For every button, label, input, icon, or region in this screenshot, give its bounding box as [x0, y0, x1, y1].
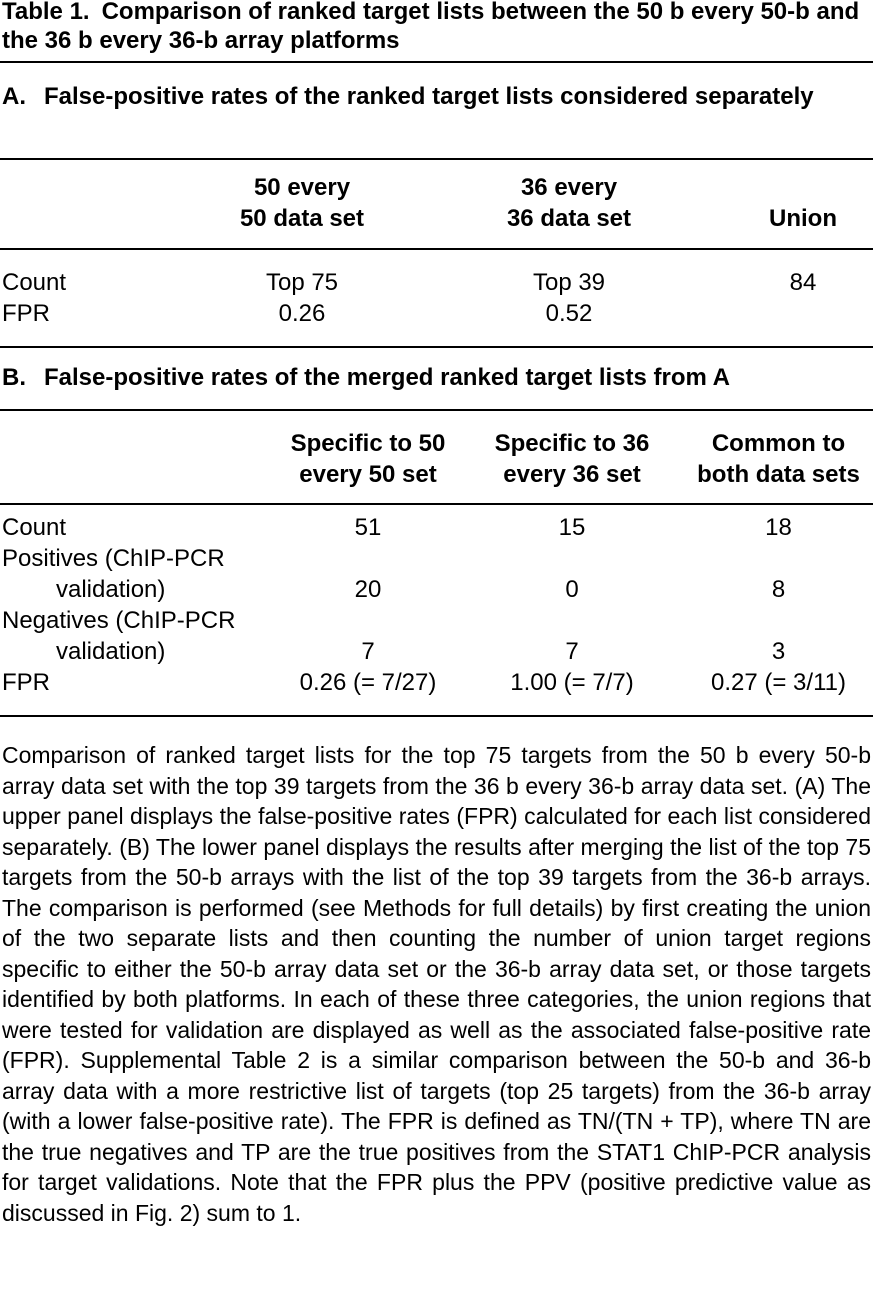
panel-b-cell: 15	[558, 514, 586, 541]
panel-a-row-label-count: Count	[2, 269, 67, 296]
panel-b-cell: 7	[565, 638, 579, 665]
panel-a-col-header-2	[466, 172, 672, 234]
panel-b-cell: 0.27 (= 3/11)	[711, 669, 846, 696]
panel-a-cell: 84	[789, 269, 817, 296]
panel-b-col-header-3-line2: both data sets	[697, 461, 860, 488]
panel-b-col-header-1-line2: every 50 set	[299, 461, 437, 488]
panel-b-label: B.	[2, 364, 26, 391]
panel-b-heading	[2, 363, 870, 393]
panel-b-cell: 7	[361, 638, 375, 665]
panel-a-col-header-1	[200, 172, 404, 234]
table-caption: Comparison of ranked target lists for the top 75 targets from the 50 b every 50-b array data set with the top 39 targets from the 36 b every 36-b array data set. (A) The upper panel displays the false-positive rates (FPR) calculated for each list considered separately. (B) The lower panel displays the results after merging the list of the top 75 targets from the 50-b arrays with the list of the top 39 targets from the 36-b arrays. The comparison is performed (see Methods for full details) by first creating the union of the two separate lists and then counting the number of union target regions specific to either the 50-b array data set or the 36-b array data set, or those targets identified by both platforms. In each of these three categories, the union regions that were tested for validation are displayed as well as the associated false-positive rate (FPR). Supplemental Table 2 is a similar comparison between the 50-b and 36-b array data with a more restrictive list of targets (top 25 targets) from the 36-b array (with a lower false-positive rate). The FPR is defined as TN/(TN + TP), where TN are the true negatives and TP are the true positives from the STAT1 ChIP-PCR analysis for target validations. Note that the FPR plus the PPV (positive predictive value as discussed in Fig. 2) sum to 1.	[2, 742, 871, 1226]
panel-a-col-header-2-line2: 36 data set	[506, 205, 632, 232]
panel-b-heading-text: False-positive rates of the merged ranked target lists from A	[44, 364, 730, 391]
table-title-text: Comparison of ranked target lists between the 50 b every 50-b and the 36 b every 36-b array platforms	[2, 0, 860, 54]
panel-b-row-label-positives-cont: validation)	[56, 576, 166, 603]
panel-b-cell: 8	[771, 576, 786, 603]
panel-a-col-header-2-line1: 36 every	[520, 174, 618, 201]
title-rule	[0, 61, 873, 63]
table-title	[2, 0, 870, 55]
panel-b-row-label-fpr: FPR	[2, 669, 50, 696]
panel-a-label: A.	[2, 83, 26, 110]
panel-a-cell: 0.52	[545, 300, 593, 327]
panel-b-row-label-negatives-cont: validation)	[56, 638, 166, 665]
panel-a-top-rule	[0, 158, 873, 160]
panel-b-cell: 20	[354, 576, 382, 603]
panel-b-col-header-3	[684, 428, 873, 490]
panel-b-col-header-2-line2: every 36 set	[503, 461, 641, 488]
panel-a-col-header-3-line2: Union	[769, 205, 837, 232]
panel-a-cell: Top 75	[265, 269, 339, 296]
panel-b-col-header-3-line1: Common to	[711, 430, 846, 457]
panel-b-cell: 0.26 (= 7/27)	[299, 669, 437, 696]
panel-a-bottom-rule	[0, 346, 873, 348]
panel-a-heading-text: False-positive rates of the ranked target lists considered separately	[44, 83, 814, 110]
panel-a-heading	[2, 82, 870, 112]
panel-a-col-header-3-line1	[733, 172, 873, 203]
panel-b-bottom-rule	[0, 715, 873, 717]
panel-b-col-header-2-line1: Specific to 36	[494, 430, 650, 457]
panel-b-row-label-negatives: Negatives (ChIP-PCR	[2, 607, 236, 634]
panel-a-row-label-fpr: FPR	[2, 300, 50, 327]
panel-a-cell: Top 39	[532, 269, 606, 296]
panel-a-col-header-1-line2: 50 data set	[239, 205, 365, 232]
panel-a-col-header-3	[733, 172, 873, 234]
panel-a-col-header-1-line1: 50 every	[253, 174, 351, 201]
panel-b-cell: 3	[771, 638, 786, 665]
panel-b-col-header-1	[270, 428, 466, 490]
panel-b-row-label-count: Count	[2, 514, 67, 541]
panel-a-header-rule	[0, 248, 873, 250]
panel-b-col-header-1-line1: Specific to 50	[290, 430, 446, 457]
panel-b-top-rule	[0, 409, 873, 411]
panel-b-cell: 18	[765, 514, 792, 541]
panel-b-cell: 1.00 (= 7/7)	[510, 669, 634, 696]
panel-b-header-rule	[0, 503, 873, 505]
panel-b-cell: 0	[565, 576, 579, 603]
table-label: Table 1.	[2, 0, 90, 25]
panel-b-cell: 51	[354, 514, 382, 541]
panel-a-cell: 0.26	[278, 300, 326, 327]
panel-b-col-header-2	[474, 428, 670, 490]
panel-b-row-label-positives: Positives (ChIP-PCR	[2, 545, 225, 572]
